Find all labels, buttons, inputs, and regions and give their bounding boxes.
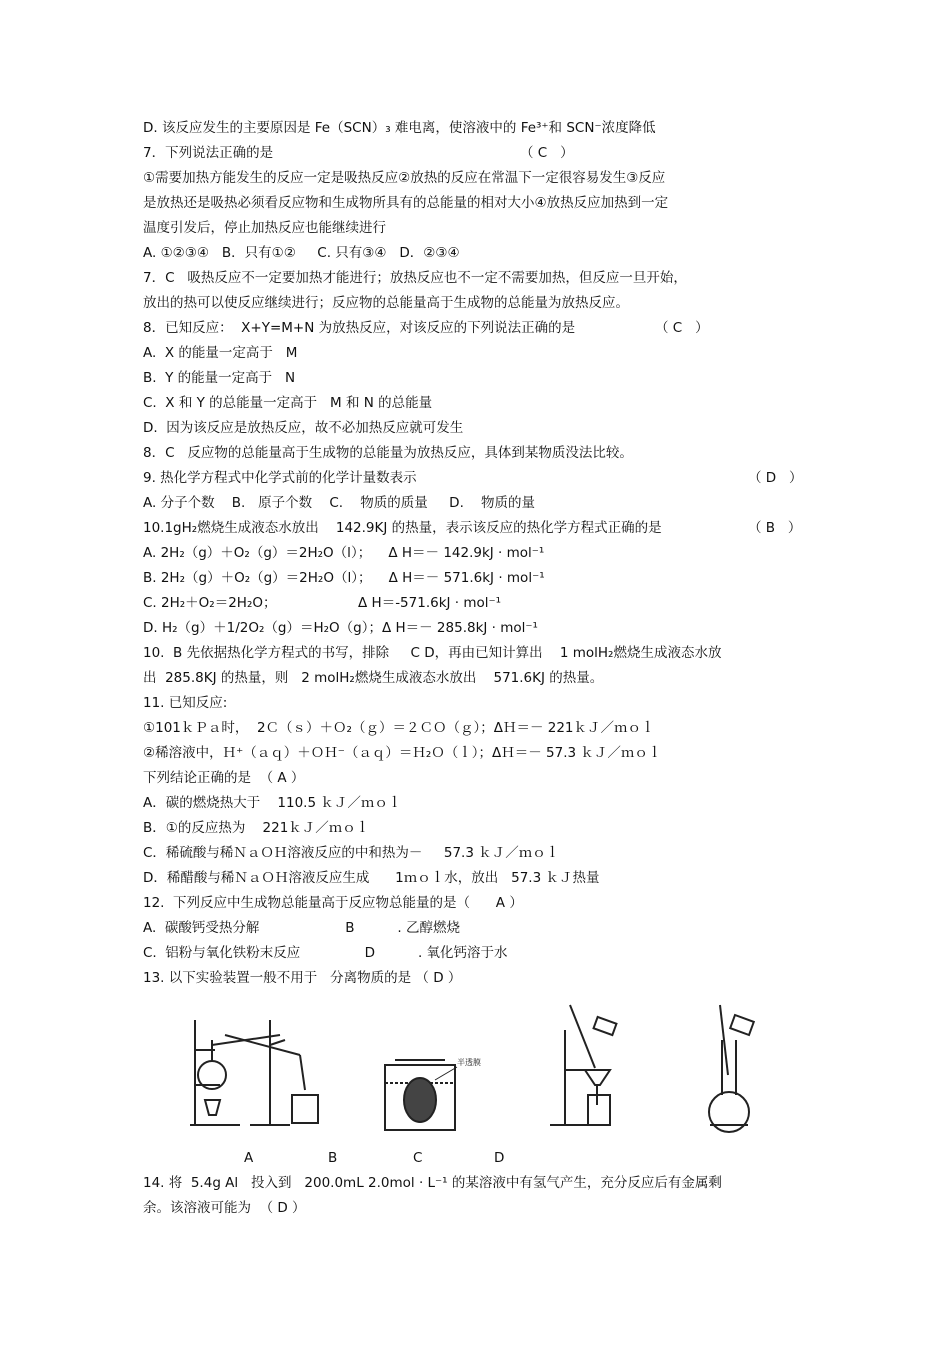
option-11b: B．①的反应热为 221ｋＪ／ｍｏｌ	[143, 820, 370, 836]
option-11c: C．稀硫酸与稀ＮａＯＨ溶液反应的中和热为－ 57.3 ｋＪ／ｍｏｌ	[143, 845, 560, 861]
text-line: 是放热还是吸热必须看反应物和生成物所具有的总能量的相对大小④放热反应加热到一定	[143, 195, 669, 211]
options-12ab: A. 碳酸钙受热分解 B . 乙醇燃烧	[143, 920, 460, 936]
option-10a: A. 2H₂（g）＋O₂（g）＝2H₂O（l）； Δ H＝－ 142.9kJ · mol⁻¹	[143, 545, 545, 561]
options-7: A. ①②③④ B．只有①② C. 只有③④ D．②③④	[143, 245, 460, 261]
answer-7: （ C ）	[520, 145, 574, 161]
option-11a: A．碳的燃烧热大于 110.5 ｋＪ／ｍｏｌ	[143, 795, 402, 811]
question-13: 13. 以下实验装置一般不用于 分离物质的是 （ D ）	[143, 970, 462, 986]
explanation-10: 10. B 先依据热化学方程式的书写，排除 C D，再由已知计算出 1 molH₂燃烧生成液态水放	[143, 645, 722, 661]
explanation-8: 8．C 反应物的总能量高于生成物的总能量为放热反应，具体到某物质没法比较。	[143, 445, 633, 461]
option-8d: D. 因为该反应是放热反应，故不必加热反应就可发生	[143, 420, 464, 436]
text-line: ①需要加热方能发生的反应一定是吸热反应②放热的反应在常温下一定很容易发生③反应	[143, 170, 666, 186]
options-9: A. 分子个数 B. 原子个数 C. 物质的质量 D. 物质的量	[143, 495, 536, 511]
question-11-prompt: 下列结论正确的是 （ A ）	[143, 770, 305, 786]
explanation-10-cont: 出 285.8KJ 的热量，则 2 molH₂燃烧生成液态水放出 571.6KJ 的热量。	[143, 670, 604, 686]
question-7: 7．下列说法正确的是	[143, 145, 274, 161]
reaction-1: ①101ｋＰａ时， 2Ｃ（ｓ）＋Ｏ₂（ｇ）＝２ＣＯ（ｇ）；ΔＨ＝－ 221ｋＪ／ｍｏｌ	[143, 720, 655, 736]
answer-10: （ B ）	[748, 520, 802, 536]
question-10: 10.1gH₂燃烧生成液态水放出 142.9KJ 的热量，表示该反应的热化学方程式正确的是	[143, 520, 662, 536]
figure-label-d: D	[494, 1150, 505, 1166]
membrane-label: 半透膜	[457, 1058, 481, 1067]
apparatus-d-flask	[709, 1005, 754, 1132]
lab-apparatus-figure	[180, 1000, 780, 1140]
options-12cd: C. 铝粉与氧化铁粉末反应 D . 氧化钙溶于水	[143, 945, 508, 961]
option-8a: A. X 的能量一定高于 M	[143, 345, 298, 361]
answer-9: （ D ）	[748, 470, 803, 486]
option-8c: C. X 和 Y 的总能量一定高于 M 和 N 的总能量	[143, 395, 433, 411]
apparatus-b-dialysis	[385, 1057, 481, 1130]
reaction-2: ②稀溶液中，Ｈ⁺（ａｑ）＋ＯＨ⁻（ａｑ）＝Ｈ₂Ｏ（ｌ）；ΔＨ＝－ 57.3 ｋＪ／ｍｏｌ	[143, 745, 662, 761]
option-10c: C. 2H₂＋O₂＝2H₂O； Δ H＝-571.6kJ · mol⁻¹	[143, 595, 502, 611]
figure-label-a: A	[244, 1150, 254, 1166]
question-14: 14. 将 5.4g Al 投入到 200.0mL 2.0mol · L⁻¹ 的某溶液中有氢气产生，充分反应后有金属剩	[143, 1175, 722, 1191]
text-line: 温度引发后，停止加热反应也能继续进行	[143, 220, 386, 236]
figure-label-b: B	[328, 1150, 338, 1166]
option-10b: B. 2H₂（g）＋O₂（g）＝2H₂O（l）； Δ H＝－ 571.6kJ · mol⁻¹	[143, 570, 545, 586]
option-10d: D. H₂（g）＋1/2O₂（g）＝H₂O（g）；Δ H＝－ 285.8kJ · mol⁻¹	[143, 620, 538, 636]
option-8b: B. Y 的能量一定高于 N	[143, 370, 296, 386]
question-14-cont: 余。该溶液可能为 （ D ）	[143, 1200, 306, 1216]
question-11: 11. 已知反应:	[143, 695, 228, 711]
text-line-d: D. 该反应发生的主要原因是 Fe（SCN）₃ 难电离，使溶液中的 Fe³⁺和 SCN⁻浓度降低	[143, 120, 656, 136]
question-12: 12. 下列反应中生成物总能量高于反应物总能量的是（ A ）	[143, 895, 523, 911]
figure-label-c: C	[413, 1150, 423, 1166]
question-8: 8．已知反应： X+Y=M+N 为放热反应，对该反应的下列说法正确的是	[143, 320, 576, 336]
explanation-7: 7．C 吸热反应不一定要加热才能进行；放热反应也不一定不需要加热，但反应一旦开始，	[143, 270, 687, 286]
option-11d: D．稀醋酸与稀ＮａＯＨ溶液反应生成 1ｍｏｌ水，放出 57.3 ｋＪ热量	[143, 870, 600, 886]
question-9: 9. 热化学方程式中化学式前的化学计量数表示	[143, 470, 417, 486]
explanation-7-cont: 放出的热可以使反应继续进行；反应物的总能量高于生成物的总能量为放热反应。	[143, 295, 629, 311]
answer-8: （ C ）	[655, 320, 709, 336]
apparatus-c-filtration	[550, 1005, 616, 1125]
apparatus-a-distillation	[190, 1020, 318, 1125]
